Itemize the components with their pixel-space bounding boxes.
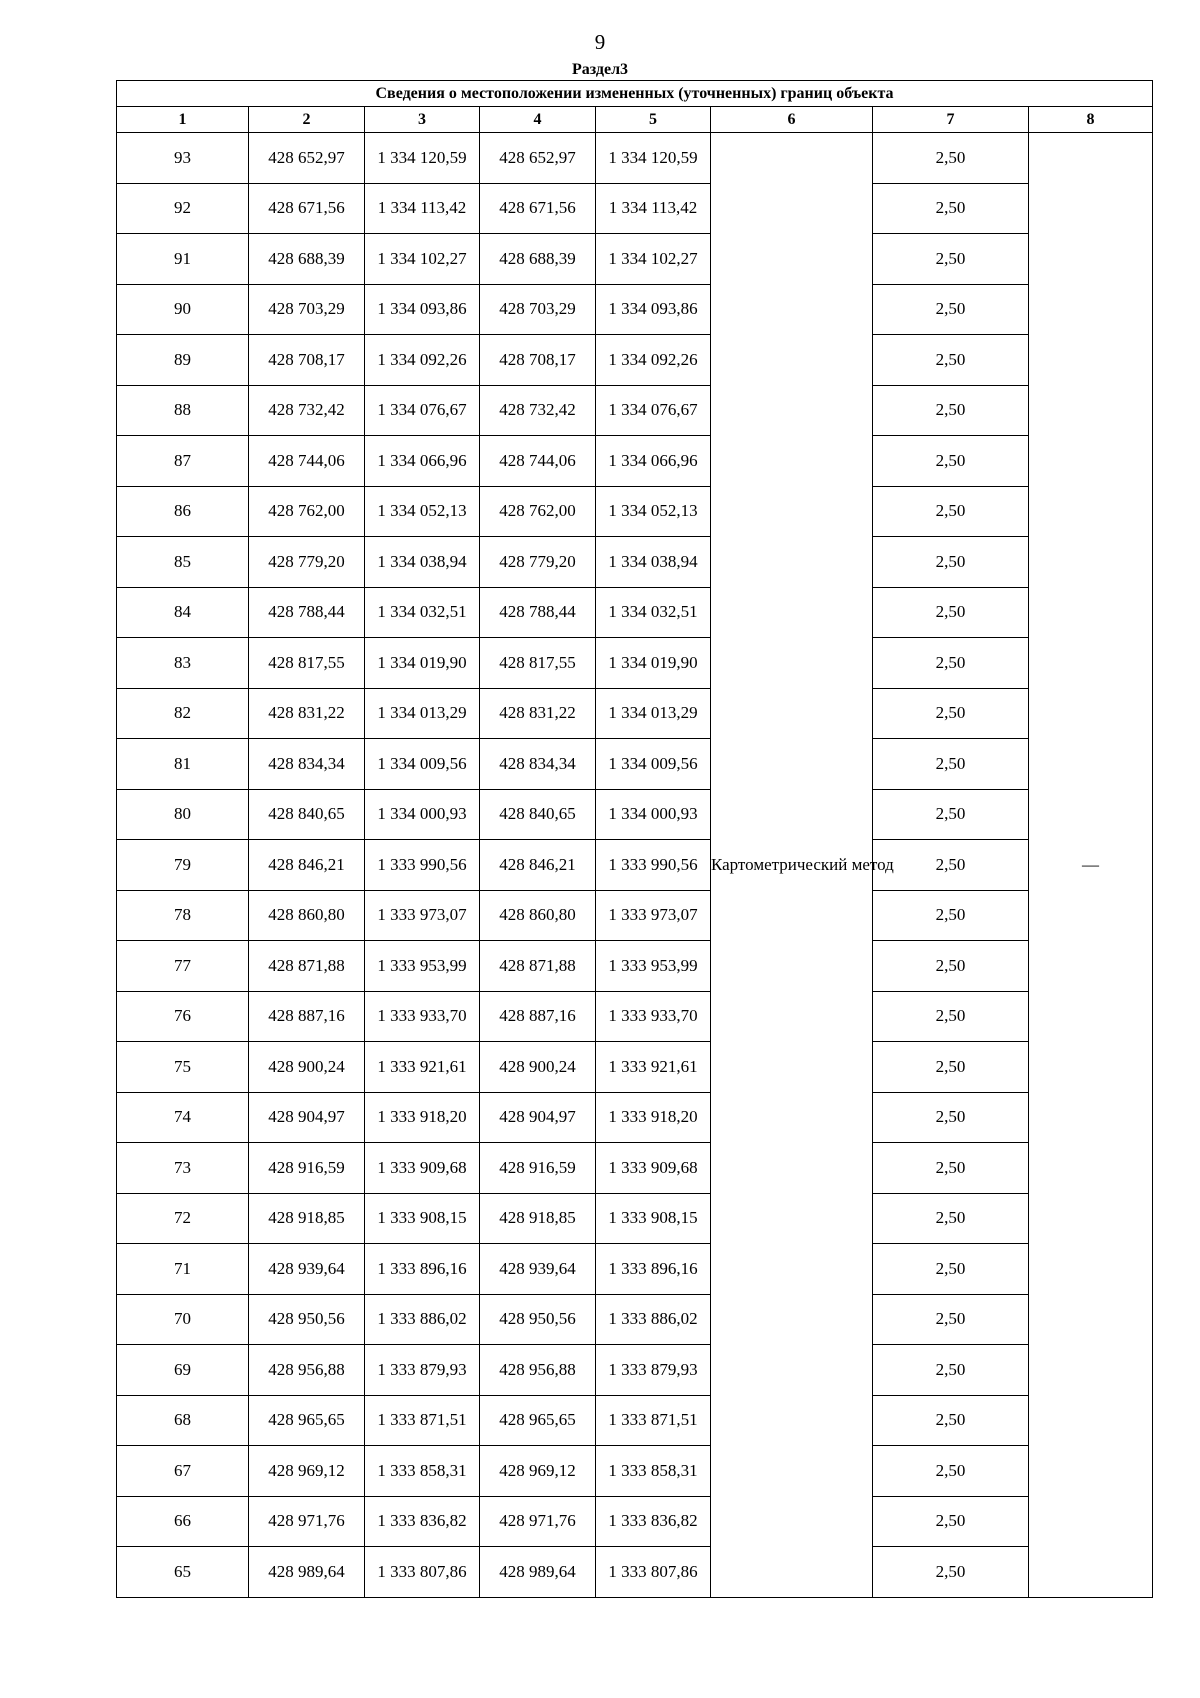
cell-x2: 428 916,59 [480, 1143, 596, 1194]
table-row [117, 436, 1153, 487]
cell-point: 67 [117, 1446, 249, 1497]
cell-accuracy: 2,50 [873, 1143, 1029, 1194]
cell-y2: 1 334 038,94 [596, 537, 711, 588]
cell-x1: 428 834,34 [249, 739, 365, 790]
cell-y2: 1 333 908,15 [596, 1193, 711, 1244]
cell-accuracy: 2,50 [873, 1092, 1029, 1143]
cell-x2: 428 950,56 [480, 1294, 596, 1345]
cell-x1: 428 846,21 [249, 840, 365, 891]
table-row [117, 688, 1153, 739]
cell-x2: 428 732,42 [480, 385, 596, 436]
cell-y2: 1 334 113,42 [596, 183, 711, 234]
page-number: 9 [594, 30, 606, 54]
cell-y2: 1 333 807,86 [596, 1547, 711, 1598]
cell-y1: 1 333 879,93 [365, 1345, 480, 1396]
cell-x1: 428 779,20 [249, 537, 365, 588]
table-row [117, 1143, 1153, 1194]
cell-y2: 1 334 000,93 [596, 789, 711, 840]
cell-point: 75 [117, 1042, 249, 1093]
cell-y1: 1 333 933,70 [365, 991, 480, 1042]
table-row [117, 1042, 1153, 1093]
cell-x2: 428 762,00 [480, 486, 596, 537]
table-row [117, 587, 1153, 638]
cell-x1: 428 817,55 [249, 638, 365, 689]
cell-accuracy: 2,50 [873, 1395, 1029, 1446]
cell-y1: 1 334 093,86 [365, 284, 480, 335]
cell-x1: 428 671,56 [249, 183, 365, 234]
cell-y2: 1 334 019,90 [596, 638, 711, 689]
cell-y1: 1 334 076,67 [365, 385, 480, 436]
cell-accuracy: 2,50 [873, 486, 1029, 537]
cell-y1: 1 334 120,59 [365, 133, 480, 184]
table-row [117, 1244, 1153, 1295]
cell-accuracy: 2,50 [873, 284, 1029, 335]
cell-x1: 428 840,65 [249, 789, 365, 840]
table-row [117, 1496, 1153, 1547]
cell-y2: 1 334 092,26 [596, 335, 711, 386]
cell-point: 93 [117, 133, 249, 184]
table-row [117, 537, 1153, 588]
table-row [117, 1294, 1153, 1345]
method-cell: Картометрический метод [711, 133, 873, 1598]
cell-y2: 1 334 076,67 [596, 385, 711, 436]
cell-accuracy: 2,50 [873, 537, 1029, 588]
cell-x2: 428 969,12 [480, 1446, 596, 1497]
cell-x2: 428 671,56 [480, 183, 596, 234]
table-row [117, 234, 1153, 285]
table-body [117, 133, 1153, 1598]
cell-y1: 1 334 038,94 [365, 537, 480, 588]
cell-x2: 428 840,65 [480, 789, 596, 840]
cell-x1: 428 918,85 [249, 1193, 365, 1244]
cell-accuracy: 2,50 [873, 638, 1029, 689]
cell-y2: 1 333 836,82 [596, 1496, 711, 1547]
cell-accuracy: 2,50 [873, 739, 1029, 790]
cell-point: 78 [117, 890, 249, 941]
cell-x1: 428 652,97 [249, 133, 365, 184]
coordinates-table [116, 80, 1153, 1598]
cell-y1: 1 333 871,51 [365, 1395, 480, 1446]
cell-y2: 1 333 918,20 [596, 1092, 711, 1143]
cell-x1: 428 688,39 [249, 234, 365, 285]
cell-x2: 428 900,24 [480, 1042, 596, 1093]
cell-x1: 428 708,17 [249, 335, 365, 386]
cell-point: 77 [117, 941, 249, 992]
cell-x2: 428 956,88 [480, 1345, 596, 1396]
cell-y2: 1 333 933,70 [596, 991, 711, 1042]
cell-accuracy: 2,50 [873, 587, 1029, 638]
cell-y1: 1 334 066,96 [365, 436, 480, 487]
cell-x1: 428 788,44 [249, 587, 365, 638]
cell-point: 74 [117, 1092, 249, 1143]
cell-point: 87 [117, 436, 249, 487]
cell-point: 66 [117, 1496, 249, 1547]
cell-x1: 428 989,64 [249, 1547, 365, 1598]
cell-x2: 428 965,65 [480, 1395, 596, 1446]
table-row [117, 840, 1153, 891]
table-row [117, 486, 1153, 537]
cell-x2: 428 971,76 [480, 1496, 596, 1547]
table-row [117, 385, 1153, 436]
cell-accuracy: 2,50 [873, 789, 1029, 840]
cell-accuracy: 2,50 [873, 941, 1029, 992]
table-row [117, 739, 1153, 790]
cell-accuracy: 2,50 [873, 335, 1029, 386]
cell-x2: 428 904,97 [480, 1092, 596, 1143]
cell-x1: 428 904,97 [249, 1092, 365, 1143]
cell-x1: 428 860,80 [249, 890, 365, 941]
cell-x2: 428 887,16 [480, 991, 596, 1042]
cell-point: 92 [117, 183, 249, 234]
cell-x1: 428 965,65 [249, 1395, 365, 1446]
cell-y1: 1 333 953,99 [365, 941, 480, 992]
cell-y2: 1 333 953,99 [596, 941, 711, 992]
column-number-8: 8 [1029, 107, 1153, 133]
cell-accuracy: 2,50 [873, 234, 1029, 285]
cell-x1: 428 762,00 [249, 486, 365, 537]
table-row [117, 941, 1153, 992]
column8-cell: — [1029, 133, 1153, 1598]
cell-point: 91 [117, 234, 249, 285]
cell-x2: 428 817,55 [480, 638, 596, 689]
cell-point: 80 [117, 789, 249, 840]
cell-y1: 1 334 019,90 [365, 638, 480, 689]
cell-y2: 1 333 990,56 [596, 840, 711, 891]
cell-y1: 1 333 918,20 [365, 1092, 480, 1143]
cell-x2: 428 989,64 [480, 1547, 596, 1598]
cell-y1: 1 334 092,26 [365, 335, 480, 386]
cell-point: 72 [117, 1193, 249, 1244]
cell-x1: 428 969,12 [249, 1446, 365, 1497]
cell-accuracy: 2,50 [873, 1042, 1029, 1093]
cell-x1: 428 703,29 [249, 284, 365, 335]
cell-x1: 428 900,24 [249, 1042, 365, 1093]
cell-y2: 1 333 896,16 [596, 1244, 711, 1295]
cell-x2: 428 652,97 [480, 133, 596, 184]
cell-y1: 1 333 908,15 [365, 1193, 480, 1244]
column-number-1: 1 [117, 107, 249, 133]
table-row [117, 991, 1153, 1042]
table-row [117, 1395, 1153, 1446]
cell-point: 69 [117, 1345, 249, 1396]
cell-point: 81 [117, 739, 249, 790]
cell-point: 83 [117, 638, 249, 689]
cell-y2: 1 334 120,59 [596, 133, 711, 184]
column-number-5: 5 [596, 107, 711, 133]
cell-y2: 1 334 102,27 [596, 234, 711, 285]
table-row [117, 183, 1153, 234]
table-row [117, 284, 1153, 335]
cell-y2: 1 333 858,31 [596, 1446, 711, 1497]
cell-y1: 1 333 858,31 [365, 1446, 480, 1497]
cell-y1: 1 334 052,13 [365, 486, 480, 537]
cell-x1: 428 744,06 [249, 436, 365, 487]
cell-y2: 1 334 052,13 [596, 486, 711, 537]
cell-point: 85 [117, 537, 249, 588]
cell-x1: 428 871,88 [249, 941, 365, 992]
column-number-7: 7 [873, 107, 1029, 133]
cell-accuracy: 2,50 [873, 1496, 1029, 1547]
cell-accuracy: 2,50 [873, 1193, 1029, 1244]
cell-y1: 1 334 013,29 [365, 688, 480, 739]
table-row [117, 638, 1153, 689]
cell-y2: 1 333 879,93 [596, 1345, 711, 1396]
cell-y2: 1 333 886,02 [596, 1294, 711, 1345]
cell-x2: 428 708,17 [480, 335, 596, 386]
column-number-2: 2 [249, 107, 365, 133]
cell-y1: 1 334 102,27 [365, 234, 480, 285]
cell-x2: 428 744,06 [480, 436, 596, 487]
cell-point: 73 [117, 1143, 249, 1194]
cell-y2: 1 334 093,86 [596, 284, 711, 335]
cell-x1: 428 916,59 [249, 1143, 365, 1194]
cell-y1: 1 333 886,02 [365, 1294, 480, 1345]
cell-y1: 1 333 896,16 [365, 1244, 480, 1295]
cell-x1: 428 939,64 [249, 1244, 365, 1295]
cell-y1: 1 333 909,68 [365, 1143, 480, 1194]
cell-accuracy: 2,50 [873, 385, 1029, 436]
cell-x2: 428 834,34 [480, 739, 596, 790]
cell-y1: 1 334 009,56 [365, 739, 480, 790]
table-caption: Сведения о местоположении измененных (уточненных) границ объекта [117, 81, 1153, 107]
cell-point: 71 [117, 1244, 249, 1295]
cell-x2: 428 788,44 [480, 587, 596, 638]
cell-point: 89 [117, 335, 249, 386]
cell-accuracy: 2,50 [873, 1345, 1029, 1396]
cell-accuracy: 2,50 [873, 688, 1029, 739]
cell-x1: 428 956,88 [249, 1345, 365, 1396]
cell-y2: 1 334 009,56 [596, 739, 711, 790]
cell-y1: 1 333 921,61 [365, 1042, 480, 1093]
cell-accuracy: 2,50 [873, 1294, 1029, 1345]
table-row [117, 133, 1153, 184]
cell-y2: 1 333 909,68 [596, 1143, 711, 1194]
table-row [117, 335, 1153, 386]
cell-point: 65 [117, 1547, 249, 1598]
cell-x2: 428 831,22 [480, 688, 596, 739]
cell-y2: 1 334 013,29 [596, 688, 711, 739]
cell-x2: 428 703,29 [480, 284, 596, 335]
column-number-row [117, 107, 1153, 133]
cell-accuracy: 2,50 [873, 890, 1029, 941]
cell-x2: 428 779,20 [480, 537, 596, 588]
cell-y1: 1 334 113,42 [365, 183, 480, 234]
cell-point: 88 [117, 385, 249, 436]
cell-x1: 428 732,42 [249, 385, 365, 436]
cell-x2: 428 846,21 [480, 840, 596, 891]
table-row [117, 1345, 1153, 1396]
cell-x2: 428 871,88 [480, 941, 596, 992]
cell-x1: 428 831,22 [249, 688, 365, 739]
cell-x2: 428 688,39 [480, 234, 596, 285]
cell-y1: 1 334 000,93 [365, 789, 480, 840]
table-row [117, 890, 1153, 941]
cell-y1: 1 333 973,07 [365, 890, 480, 941]
cell-x1: 428 971,76 [249, 1496, 365, 1547]
cell-y2: 1 334 032,51 [596, 587, 711, 638]
cell-accuracy: 2,50 [873, 1244, 1029, 1295]
cell-point: 79 [117, 840, 249, 891]
cell-y1: 1 333 990,56 [365, 840, 480, 891]
table-row [117, 1446, 1153, 1497]
cell-x1: 428 950,56 [249, 1294, 365, 1345]
cell-x2: 428 860,80 [480, 890, 596, 941]
section-title: Раздел3 [571, 61, 629, 78]
table-row [117, 789, 1153, 840]
table-row [117, 1547, 1153, 1598]
cell-point: 82 [117, 688, 249, 739]
cell-x2: 428 939,64 [480, 1244, 596, 1295]
cell-x1: 428 887,16 [249, 991, 365, 1042]
cell-point: 84 [117, 587, 249, 638]
table-row [117, 1092, 1153, 1143]
cell-point: 70 [117, 1294, 249, 1345]
cell-accuracy: 2,50 [873, 133, 1029, 184]
cell-y1: 1 334 032,51 [365, 587, 480, 638]
cell-accuracy: 2,50 [873, 840, 1029, 891]
cell-accuracy: 2,50 [873, 436, 1029, 487]
column-number-6: 6 [711, 107, 873, 133]
cell-point: 86 [117, 486, 249, 537]
cell-y2: 1 333 871,51 [596, 1395, 711, 1446]
cell-accuracy: 2,50 [873, 1547, 1029, 1598]
cell-accuracy: 2,50 [873, 991, 1029, 1042]
table-row [117, 1193, 1153, 1244]
column-number-4: 4 [480, 107, 596, 133]
cell-y2: 1 333 973,07 [596, 890, 711, 941]
cell-y2: 1 333 921,61 [596, 1042, 711, 1093]
cell-point: 90 [117, 284, 249, 335]
cell-y1: 1 333 807,86 [365, 1547, 480, 1598]
cell-y2: 1 334 066,96 [596, 436, 711, 487]
cell-x2: 428 918,85 [480, 1193, 596, 1244]
cell-point: 76 [117, 991, 249, 1042]
cell-accuracy: 2,50 [873, 1446, 1029, 1497]
column-number-3: 3 [365, 107, 480, 133]
cell-point: 68 [117, 1395, 249, 1446]
cell-accuracy: 2,50 [873, 183, 1029, 234]
cell-y1: 1 333 836,82 [365, 1496, 480, 1547]
